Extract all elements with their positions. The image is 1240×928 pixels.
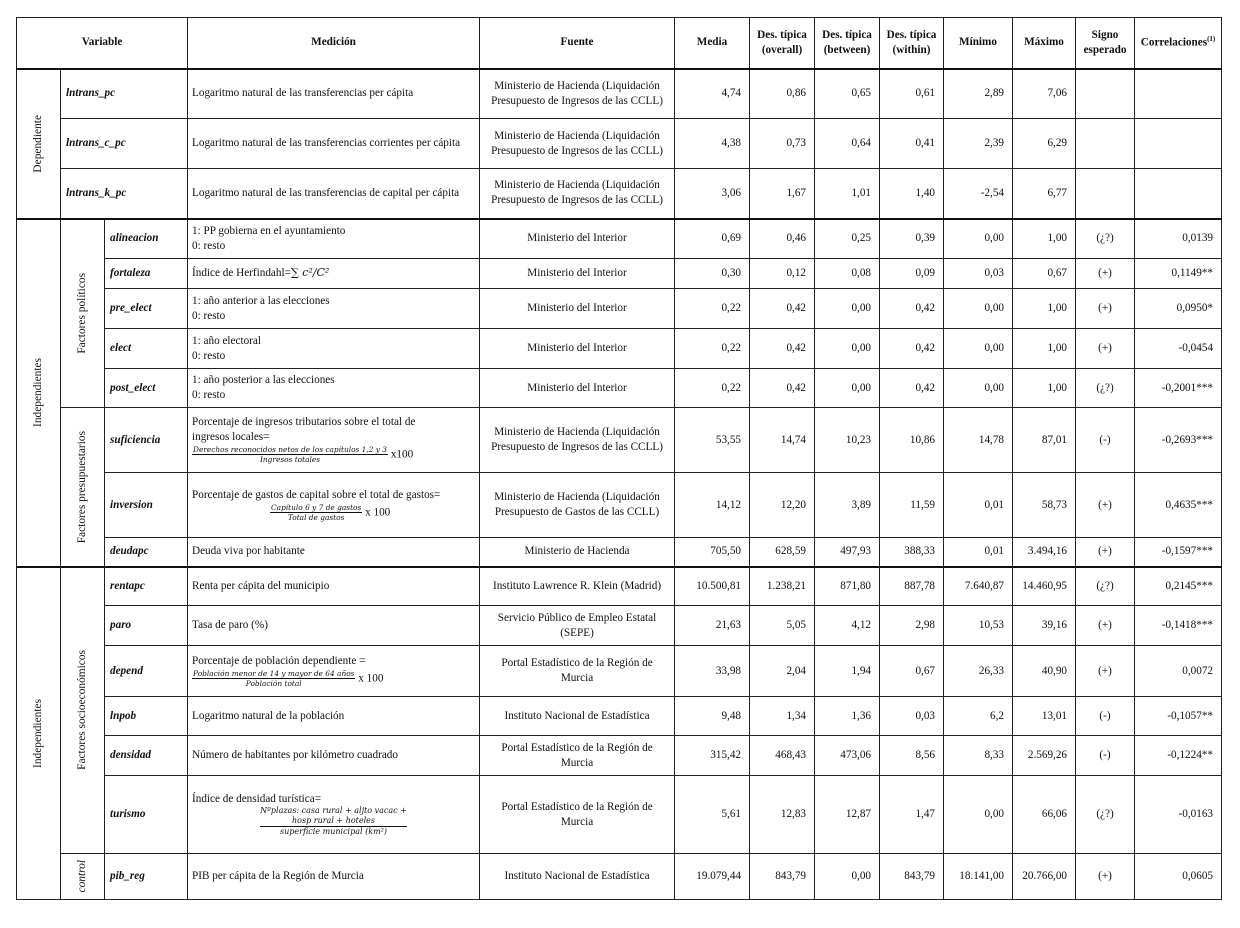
min-cell: 10,53 <box>944 606 1013 646</box>
corr-cell: -0,0454 <box>1135 329 1222 369</box>
fuente-cell: Ministerio de Hacienda (Liquidación Presupuesto de Ingresos de las CCLL) <box>480 69 675 119</box>
dt-between-cell: 0,25 <box>815 219 880 259</box>
header-dt-overall <box>750 18 815 69</box>
var-name: depend <box>105 646 188 697</box>
max-cell: 87,01 <box>1013 408 1076 473</box>
formula-tail: x100 <box>388 448 414 461</box>
media-cell: 19.079,44 <box>675 854 750 900</box>
var-name: pre_elect <box>105 289 188 329</box>
media-cell: 33,98 <box>675 646 750 697</box>
max-cell: 1,00 <box>1013 369 1076 408</box>
header-dt-overall-l2: (overall) <box>761 43 803 56</box>
max-cell: 0,67 <box>1013 259 1076 289</box>
herfindahl-formula: ∑ c²/C² <box>290 266 330 280</box>
max-cell: 7,06 <box>1013 69 1076 119</box>
group-factores-politicos <box>61 219 105 408</box>
max-cell: 2.569,26 <box>1013 736 1076 776</box>
fuente-cell: Ministerio del Interior <box>480 289 675 329</box>
table-row <box>17 69 1222 119</box>
dt-between-cell: 0,65 <box>815 69 880 119</box>
fraction-numerator: Capítulo 6 y 7 de gastos <box>271 502 362 512</box>
fraction-denominator: superficie municipal (km²) <box>280 827 387 837</box>
dt-overall-cell: 628,59 <box>750 538 815 567</box>
dt-overall-cell: 12,20 <box>750 473 815 538</box>
table-row <box>17 169 1222 219</box>
table-row <box>17 119 1222 169</box>
medicion-text: Índice de Herfindahl= <box>192 267 291 280</box>
medicion-line: 1: PP gobierna en el ayuntamiento <box>192 224 346 237</box>
media-cell: 5,61 <box>675 776 750 854</box>
dt-overall-cell: 0,73 <box>750 119 815 169</box>
group-factores-socioeconomicos-label: Factores socioeconómicos <box>75 650 88 771</box>
fuente-cell: Ministerio del Interior <box>480 369 675 408</box>
max-cell: 6,29 <box>1013 119 1076 169</box>
min-cell: 8,33 <box>944 736 1013 776</box>
medicion-cell <box>188 473 480 538</box>
max-cell: 3.494,16 <box>1013 538 1076 567</box>
header-dt-between-l2: (between) <box>823 43 871 56</box>
min-cell: 26,33 <box>944 646 1013 697</box>
signo-cell: (+) <box>1076 646 1135 697</box>
max-cell: 1,00 <box>1013 289 1076 329</box>
group-factores-politicos-label: Factores políticos <box>75 272 88 354</box>
max-cell: 66,06 <box>1013 776 1076 854</box>
table-row <box>17 606 1222 646</box>
dt-within-cell: 11,59 <box>880 473 944 538</box>
group-factores-presupuestarios <box>61 408 105 567</box>
dt-between-cell: 1,94 <box>815 646 880 697</box>
media-cell: 315,42 <box>675 736 750 776</box>
dt-within-cell: 1,47 <box>880 776 944 854</box>
media-cell: 21,63 <box>675 606 750 646</box>
medicion-cell <box>188 259 480 289</box>
var-name: inversion <box>105 473 188 538</box>
fuente-cell: Ministerio de Hacienda (Liquidación Presupuesto de Gastos de las CCLL) <box>480 473 675 538</box>
group-control <box>61 854 105 900</box>
media-cell: 0,69 <box>675 219 750 259</box>
table-row <box>17 854 1222 900</box>
dt-overall-cell: 843,79 <box>750 854 815 900</box>
medicion-cell: Renta per cápita del municipio <box>188 567 480 606</box>
max-cell: 20.766,00 <box>1013 854 1076 900</box>
signo-cell: (¿?) <box>1076 776 1135 854</box>
dt-between-cell: 0,00 <box>815 369 880 408</box>
header-dt-between-l1: Des. típica <box>822 28 872 41</box>
min-cell: 14,78 <box>944 408 1013 473</box>
corr-cell: -0,0163 <box>1135 776 1222 854</box>
medicion-cell: Logaritmo natural de las transferencias de capital per cápita <box>188 169 480 219</box>
corr-cell: 0,0950* <box>1135 289 1222 329</box>
media-cell: 14,12 <box>675 473 750 538</box>
media-cell: 9,48 <box>675 697 750 736</box>
var-name: pib_reg <box>105 854 188 900</box>
fraction-numerator-line1: Nºplazas: casa rural + aljto vacac + <box>260 806 407 816</box>
medicion-line: 1: año electoral <box>192 334 261 347</box>
corr-cell <box>1135 69 1222 119</box>
table-row <box>17 736 1222 776</box>
fuente-cell: Ministerio de Hacienda <box>480 538 675 567</box>
dt-within-cell: 2,98 <box>880 606 944 646</box>
signo-cell: (+) <box>1076 538 1135 567</box>
medicion-line: ingresos locales= <box>192 431 270 444</box>
group-factores-presupuestarios-label: Factores presupuestarios <box>75 430 88 543</box>
dt-between-cell: 0,08 <box>815 259 880 289</box>
dt-overall-cell: 0,12 <box>750 259 815 289</box>
corr-cell: 0,0605 <box>1135 854 1222 900</box>
header-signo <box>1076 18 1135 69</box>
header-medicion: Medición <box>188 18 480 69</box>
formula-fraction <box>192 445 388 465</box>
min-cell: 2,39 <box>944 119 1013 169</box>
header-dt-between <box>815 18 880 69</box>
max-cell: 40,90 <box>1013 646 1076 697</box>
header-signo-l1: Signo <box>1091 28 1119 41</box>
formula-tail: x 100 <box>362 505 391 518</box>
formula-block <box>192 806 475 837</box>
footnote-marker: (1) <box>1207 34 1216 43</box>
fraction-denominator: Total de gastos <box>287 512 345 522</box>
signo-cell <box>1076 69 1135 119</box>
corr-cell: 0,0072 <box>1135 646 1222 697</box>
medicion-line: Porcentaje de población dependiente = <box>192 654 366 667</box>
corr-cell: 0,4635*** <box>1135 473 1222 538</box>
min-cell: 0,00 <box>944 219 1013 259</box>
group-factores-socioeconomicos <box>61 567 105 854</box>
medicion-line: 0: resto <box>192 239 226 252</box>
fuente-cell: Servicio Público de Empleo Estatal (SEPE) <box>480 606 675 646</box>
dt-within-cell: 388,33 <box>880 538 944 567</box>
signo-cell: (+) <box>1076 259 1135 289</box>
medicion-line: Porcentaje de gastos de capital sobre el total de gastos= <box>192 488 441 501</box>
dt-between-cell: 0,64 <box>815 119 880 169</box>
fuente-cell: Ministerio de Hacienda (Liquidación Presupuesto de Ingresos de las CCLL) <box>480 408 675 473</box>
min-cell: 7.640,87 <box>944 567 1013 606</box>
var-name: paro <box>105 606 188 646</box>
medicion-cell: Tasa de paro (%) <box>188 606 480 646</box>
var-name: densidad <box>105 736 188 776</box>
header-dt-within-l2: (within) <box>892 43 931 56</box>
dt-within-cell: 0,09 <box>880 259 944 289</box>
signo-cell: (-) <box>1076 697 1135 736</box>
header-fuente: Fuente <box>480 18 675 69</box>
min-cell: 0,03 <box>944 259 1013 289</box>
media-cell: 3,06 <box>675 169 750 219</box>
signo-cell: (+) <box>1076 854 1135 900</box>
header-dt-overall-l1: Des. típica <box>757 28 807 41</box>
dt-between-cell: 473,06 <box>815 736 880 776</box>
medicion-cell <box>188 646 480 697</box>
medicion-cell: Logaritmo natural de las transferencias corrientes per cápita <box>188 119 480 169</box>
media-cell: 4,38 <box>675 119 750 169</box>
dt-between-cell: 1,01 <box>815 169 880 219</box>
dt-between-cell: 0,00 <box>815 289 880 329</box>
var-name: lntrans_k_pc <box>61 169 188 219</box>
fraction-numerator: Población menor de 14 y mayor de 64 años <box>193 668 355 678</box>
dt-between-cell: 10,23 <box>815 408 880 473</box>
min-cell: 0,00 <box>944 776 1013 854</box>
table-row <box>17 697 1222 736</box>
min-cell: 0,01 <box>944 473 1013 538</box>
min-cell: 18.141,00 <box>944 854 1013 900</box>
header-minimo: Mínimo <box>944 18 1013 69</box>
dt-between-cell: 12,87 <box>815 776 880 854</box>
fuente-cell: Ministerio del Interior <box>480 329 675 369</box>
dt-within-cell: 0,41 <box>880 119 944 169</box>
medicion-cell <box>188 289 480 329</box>
header-media: Media <box>675 18 750 69</box>
corr-cell <box>1135 119 1222 169</box>
media-cell: 4,74 <box>675 69 750 119</box>
signo-cell: (+) <box>1076 473 1135 538</box>
medicion-cell <box>188 776 480 854</box>
dt-within-cell: 10,86 <box>880 408 944 473</box>
dt-between-cell: 4,12 <box>815 606 880 646</box>
medicion-cell <box>188 369 480 408</box>
medicion-cell: Logaritmo natural de las transferencias per cápita <box>188 69 480 119</box>
var-name: post_elect <box>105 369 188 408</box>
dt-overall-cell: 1,67 <box>750 169 815 219</box>
var-name: alineacion <box>105 219 188 259</box>
dt-within-cell: 0,67 <box>880 646 944 697</box>
fuente-cell: Portal Estadístico de la Región de Murcia <box>480 776 675 854</box>
dt-overall-cell: 0,42 <box>750 329 815 369</box>
corr-cell: 0,0139 <box>1135 219 1222 259</box>
medicion-line: 1: año posterior a las elecciones <box>192 374 335 387</box>
media-cell: 0,22 <box>675 329 750 369</box>
medicion-cell: PIB per cápita de la Región de Murcia <box>188 854 480 900</box>
media-cell: 10.500,81 <box>675 567 750 606</box>
max-cell: 1,00 <box>1013 329 1076 369</box>
group-independientes-label: Independientes <box>31 698 44 768</box>
dt-within-cell: 0,61 <box>880 69 944 119</box>
signo-cell: (-) <box>1076 408 1135 473</box>
header-dt-within-l1: Des. típica <box>886 28 937 41</box>
dt-between-cell: 497,93 <box>815 538 880 567</box>
dt-between-cell: 871,80 <box>815 567 880 606</box>
dt-overall-cell: 12,83 <box>750 776 815 854</box>
dt-within-cell: 0,42 <box>880 369 944 408</box>
dt-between-cell: 1,36 <box>815 697 880 736</box>
formula-fraction <box>270 503 362 523</box>
corr-cell: -0,1224** <box>1135 736 1222 776</box>
table-row <box>17 473 1222 538</box>
table-row <box>17 567 1222 606</box>
dt-overall-cell: 468,43 <box>750 736 815 776</box>
max-cell: 13,01 <box>1013 697 1076 736</box>
media-cell: 0,22 <box>675 369 750 408</box>
corr-cell: -0,1597*** <box>1135 538 1222 567</box>
dt-within-cell: 8,56 <box>880 736 944 776</box>
min-cell: 0,00 <box>944 289 1013 329</box>
max-cell: 39,16 <box>1013 606 1076 646</box>
min-cell: 0,01 <box>944 538 1013 567</box>
header-variable: Variable <box>17 18 188 69</box>
fuente-cell: Ministerio del Interior <box>480 259 675 289</box>
fuente-cell: Ministerio de Hacienda (Liquidación Presupuesto de Ingresos de las CCLL) <box>480 169 675 219</box>
table-row <box>17 369 1222 408</box>
min-cell: -2,54 <box>944 169 1013 219</box>
fuente-cell: Ministerio de Hacienda (Liquidación Presupuesto de Ingresos de las CCLL) <box>480 119 675 169</box>
fraction-denominator: Ingresos totales <box>260 455 321 465</box>
fuente-cell: Instituto Lawrence R. Klein (Madrid) <box>480 567 675 606</box>
medicion-line: Índice de densidad turística= <box>192 792 322 805</box>
corr-cell: -0,2693*** <box>1135 408 1222 473</box>
dt-within-cell: 0,42 <box>880 289 944 329</box>
var-name: lnpob <box>105 697 188 736</box>
header-dt-within <box>880 18 944 69</box>
medicion-line: 0: resto <box>192 349 226 362</box>
corr-cell: 0,1149** <box>1135 259 1222 289</box>
dt-between-cell: 0,00 <box>815 329 880 369</box>
medicion-cell <box>188 408 480 473</box>
fuente-cell: Instituto Nacional de Estadística <box>480 854 675 900</box>
medicion-line: 1: año anterior a las elecciones <box>192 294 330 307</box>
group-independientes-2 <box>17 567 61 900</box>
formula-tail: x 100 <box>355 671 384 684</box>
media-cell: 0,22 <box>675 289 750 329</box>
media-cell: 0,30 <box>675 259 750 289</box>
fraction-numerator: Derechos reconocidos netos de los capítulos 1,2 y 3 <box>193 445 388 455</box>
header-signo-l2: esperado <box>1083 43 1127 56</box>
signo-cell: (¿?) <box>1076 219 1135 259</box>
group-control-label: control <box>75 860 88 893</box>
fraction-denominator: Población total <box>245 678 302 688</box>
group-independientes-1 <box>17 219 61 567</box>
descriptive-statistics-table <box>16 17 1222 900</box>
header-maximo: Máximo <box>1013 18 1076 69</box>
var-name: elect <box>105 329 188 369</box>
signo-cell: (¿?) <box>1076 567 1135 606</box>
var-name: lntrans_pc <box>61 69 188 119</box>
corr-cell: -0,1418*** <box>1135 606 1222 646</box>
corr-cell: -0,1057** <box>1135 697 1222 736</box>
header-correlaciones <box>1135 18 1222 69</box>
signo-cell: (+) <box>1076 606 1135 646</box>
media-cell: 705,50 <box>675 538 750 567</box>
signo-cell <box>1076 169 1135 219</box>
max-cell: 6,77 <box>1013 169 1076 219</box>
dt-overall-cell: 1,34 <box>750 697 815 736</box>
var-name: turismo <box>105 776 188 854</box>
medicion-cell <box>188 219 480 259</box>
signo-cell: (-) <box>1076 736 1135 776</box>
max-cell: 58,73 <box>1013 473 1076 538</box>
fuente-cell: Instituto Nacional de Estadística <box>480 697 675 736</box>
corr-cell: -0,2001*** <box>1135 369 1222 408</box>
var-name: fortaleza <box>105 259 188 289</box>
var-name: rentapc <box>105 567 188 606</box>
var-name: lntrans_c_pc <box>61 119 188 169</box>
table-row <box>17 538 1222 567</box>
min-cell: 2,89 <box>944 69 1013 119</box>
medicion-line: 0: resto <box>192 389 226 401</box>
group-dependiente-label: Dependiente <box>31 114 44 173</box>
dt-between-cell: 3,89 <box>815 473 880 538</box>
formula-fraction <box>192 669 355 689</box>
dt-overall-cell: 5,05 <box>750 606 815 646</box>
signo-cell: (¿?) <box>1076 369 1135 408</box>
signo-cell: (+) <box>1076 289 1135 329</box>
media-cell: 53,55 <box>675 408 750 473</box>
medicion-line: 0: resto <box>192 309 226 322</box>
group-dependiente <box>17 69 61 219</box>
dt-overall-cell: 0,46 <box>750 219 815 259</box>
dt-overall-cell: 0,42 <box>750 289 815 329</box>
max-cell: 1,00 <box>1013 219 1076 259</box>
fuente-cell: Portal Estadístico de la Región de Murcia <box>480 736 675 776</box>
dt-within-cell: 0,03 <box>880 697 944 736</box>
fuente-cell: Ministerio del Interior <box>480 219 675 259</box>
corr-cell <box>1135 169 1222 219</box>
dt-overall-cell: 0,86 <box>750 69 815 119</box>
dt-within-cell: 887,78 <box>880 567 944 606</box>
medicion-line: Porcentaje de ingresos tributarios sobre el total de <box>192 416 416 429</box>
table-row <box>17 776 1222 854</box>
header-correlaciones-label: Correlaciones <box>1140 36 1208 49</box>
medicion-cell: Deuda viva por habitante <box>188 538 480 567</box>
max-cell: 14.460,95 <box>1013 567 1076 606</box>
table-row <box>17 219 1222 259</box>
min-cell: 6,2 <box>944 697 1013 736</box>
dt-overall-cell: 0,42 <box>750 369 815 408</box>
dt-overall-cell: 1.238,21 <box>750 567 815 606</box>
table-row <box>17 329 1222 369</box>
fraction-numerator-line2: hosp rural + hoteles <box>260 816 407 827</box>
var-name: deudapc <box>105 538 188 567</box>
table-row <box>17 408 1222 473</box>
medicion-cell <box>188 329 480 369</box>
header-row <box>17 18 1222 69</box>
group-independientes-label: Independientes <box>31 358 44 427</box>
dt-within-cell: 1,40 <box>880 169 944 219</box>
signo-cell <box>1076 119 1135 169</box>
signo-cell: (+) <box>1076 329 1135 369</box>
formula-fraction <box>260 806 407 837</box>
dt-overall-cell: 2,04 <box>750 646 815 697</box>
dt-within-cell: 843,79 <box>880 854 944 900</box>
medicion-cell: Logaritmo natural de la población <box>188 697 480 736</box>
medicion-cell: Número de habitantes por kilómetro cuadrado <box>188 736 480 776</box>
min-cell: 0,00 <box>944 369 1013 408</box>
dt-within-cell: 0,39 <box>880 219 944 259</box>
corr-cell: 0,2145*** <box>1135 567 1222 606</box>
fuente-cell: Portal Estadístico de la Región de Murcia <box>480 646 675 697</box>
table-row <box>17 259 1222 289</box>
dt-overall-cell: 14,74 <box>750 408 815 473</box>
table-row <box>17 289 1222 329</box>
min-cell: 0,00 <box>944 329 1013 369</box>
table-row <box>17 646 1222 697</box>
dt-within-cell: 0,42 <box>880 329 944 369</box>
dt-between-cell: 0,00 <box>815 854 880 900</box>
var-name: suficiencia <box>105 408 188 473</box>
